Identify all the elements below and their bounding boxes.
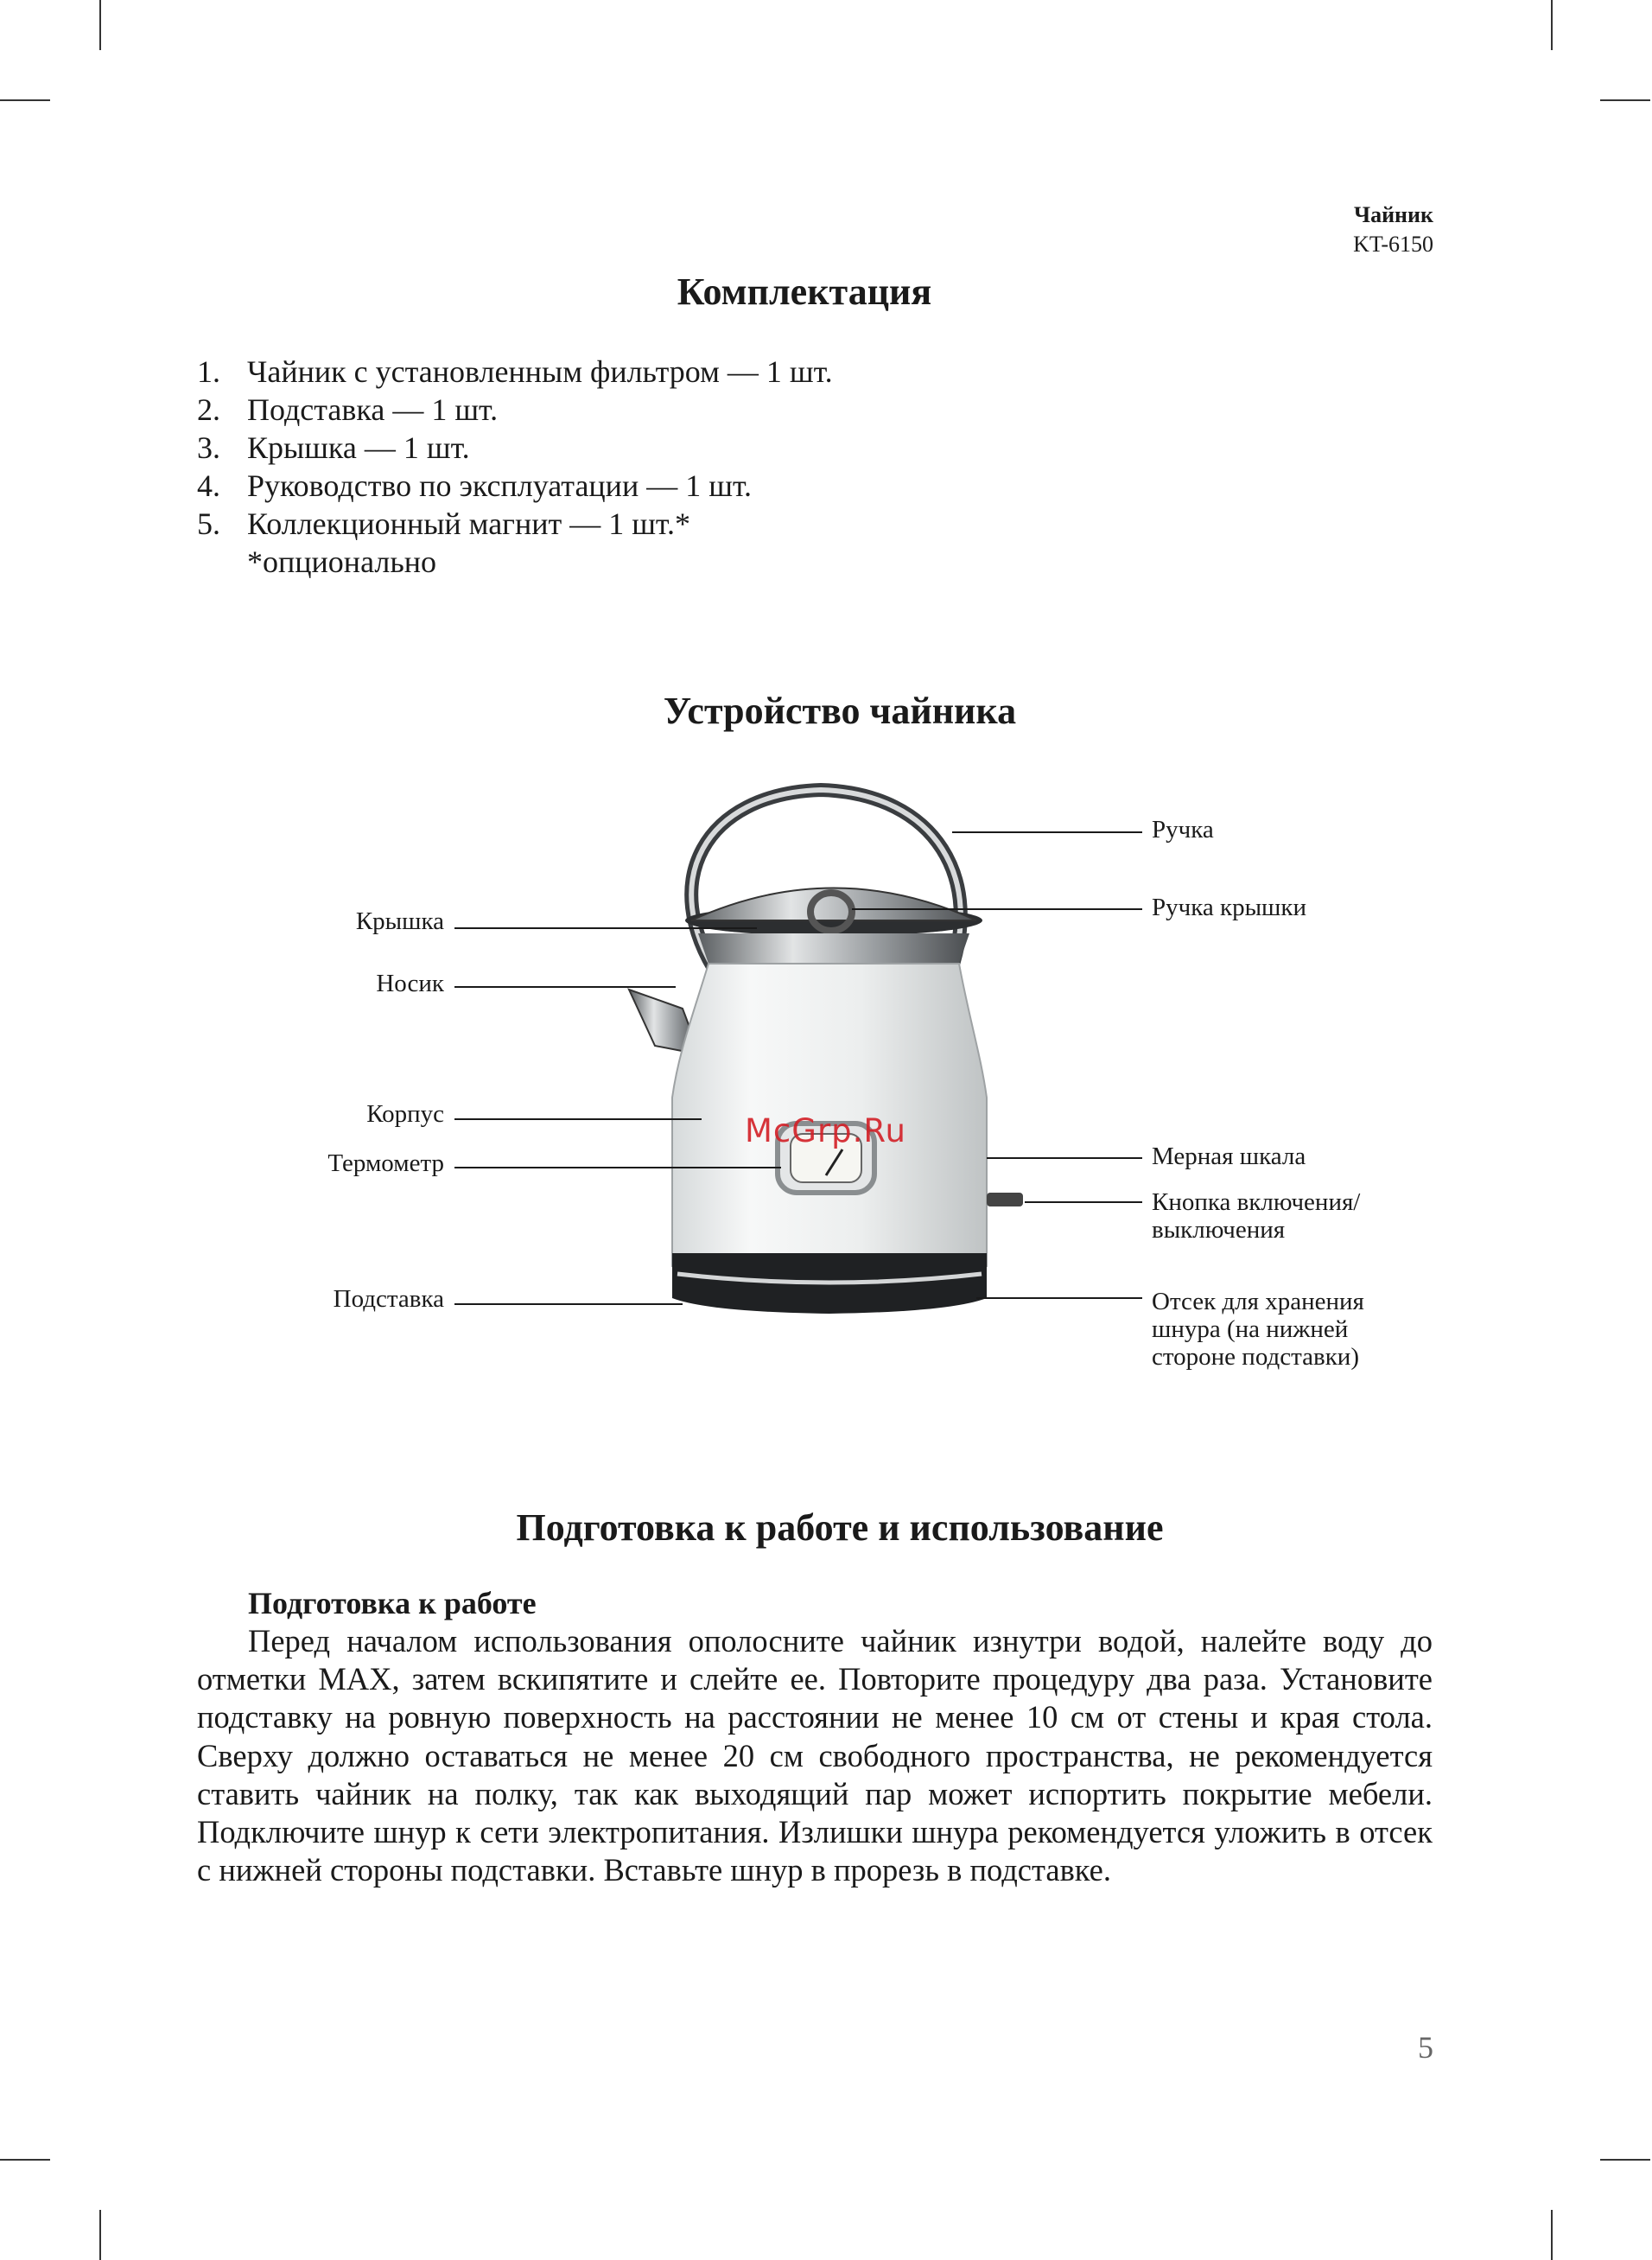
list-number: 5. — [197, 506, 220, 541]
list-number: 2. — [197, 392, 220, 427]
list-item — [197, 353, 833, 391]
label-spout: Носик — [376, 970, 444, 997]
label-cord-line3: стороне подставки) — [1152, 1343, 1359, 1371]
label-base: Подставка — [333, 1285, 444, 1313]
list-number: 1. — [197, 354, 220, 389]
model-number: KT-6150 — [1353, 232, 1433, 257]
crop-mark — [1551, 0, 1553, 50]
kit-note: *опционально — [247, 544, 437, 579]
leader-line — [852, 908, 1142, 910]
list-text: Руководство по эксплуатации — 1 шт. — [247, 468, 752, 503]
section-title-usage: Подготовка к работе и использование — [516, 1506, 1164, 1549]
section-title-kit: Комплектация — [677, 271, 932, 313]
page-number: 5 — [1418, 2030, 1433, 2065]
crop-mark — [1551, 2210, 1553, 2260]
usage-paragraph: Перед началом использования ополосните чайник изнутри водой, налейте воду до отметки MAX, затем вскипятите и слейте ее. Повторите процедуру два раза. Установите подставку на ровную поверхность на расстоянии не менее 10 см от стены и края стола. Сверху должно оставаться не менее 20 см свободного пространства, не рекомендуется ставить чайник на полку, так как выходящий пар может испортить покрытие мебели. Подключите шнур к сети электропитания. Излишки шнура рекомендуется уложить в отсек с нижней стороны подставки. Вставьте шнур в прорезь в подставке. — [197, 1623, 1433, 1888]
list-text: Чайник с установленным фильтром — 1 шт. — [247, 354, 833, 389]
leader-line — [454, 986, 676, 988]
kettle-diagram — [0, 769, 1652, 1391]
crop-mark — [1600, 2159, 1650, 2161]
crop-mark — [0, 2159, 50, 2161]
leader-line — [454, 927, 757, 929]
crop-mark — [99, 2210, 101, 2260]
product-name: Чайник — [1353, 202, 1433, 227]
label-power-line2: выключения — [1152, 1216, 1286, 1244]
leader-line — [1025, 1201, 1142, 1203]
leader-line — [987, 1157, 1142, 1159]
subsection-title: Подготовка к работе — [248, 1586, 537, 1620]
label-thermometer: Термометр — [327, 1149, 444, 1177]
list-item — [197, 391, 833, 429]
crop-mark — [99, 0, 101, 50]
section-title-device: Устройство чайника — [663, 690, 1017, 732]
leader-line — [454, 1167, 781, 1168]
leader-line — [454, 1118, 702, 1120]
list-number: 3. — [197, 430, 220, 465]
label-lid-handle: Ручка крышки — [1152, 894, 1306, 921]
label-scale: Мерная шкала — [1152, 1143, 1306, 1170]
list-item — [197, 467, 833, 505]
label-power-line1: Кнопка включения/ — [1152, 1188, 1361, 1216]
crop-mark — [0, 99, 50, 101]
leader-line — [976, 1297, 1142, 1299]
label-cord-line2: шнура (на нижней — [1152, 1315, 1349, 1343]
list-text: Коллекционный магнит — 1 шт.* — [247, 506, 690, 541]
label-cord-line1: Отсек для хранения — [1152, 1288, 1364, 1315]
list-item — [197, 429, 833, 467]
leader-line — [454, 1303, 683, 1305]
power-switch — [987, 1193, 1023, 1206]
list-text: Крышка — 1 шт. — [247, 430, 470, 465]
watermark: McGrp.Ru — [745, 1112, 906, 1149]
list-text: Подставка — 1 шт. — [247, 392, 499, 427]
list-item — [197, 505, 833, 543]
label-lid: Крышка — [355, 907, 444, 935]
list-number: 4. — [197, 468, 220, 503]
label-body: Корпус — [366, 1100, 444, 1128]
running-header — [1353, 201, 1433, 259]
leader-line — [952, 831, 1142, 833]
crop-mark — [1600, 99, 1650, 101]
kit-list — [197, 353, 833, 581]
kettle-illustration — [0, 769, 1652, 1391]
label-handle: Ручка — [1152, 816, 1214, 844]
